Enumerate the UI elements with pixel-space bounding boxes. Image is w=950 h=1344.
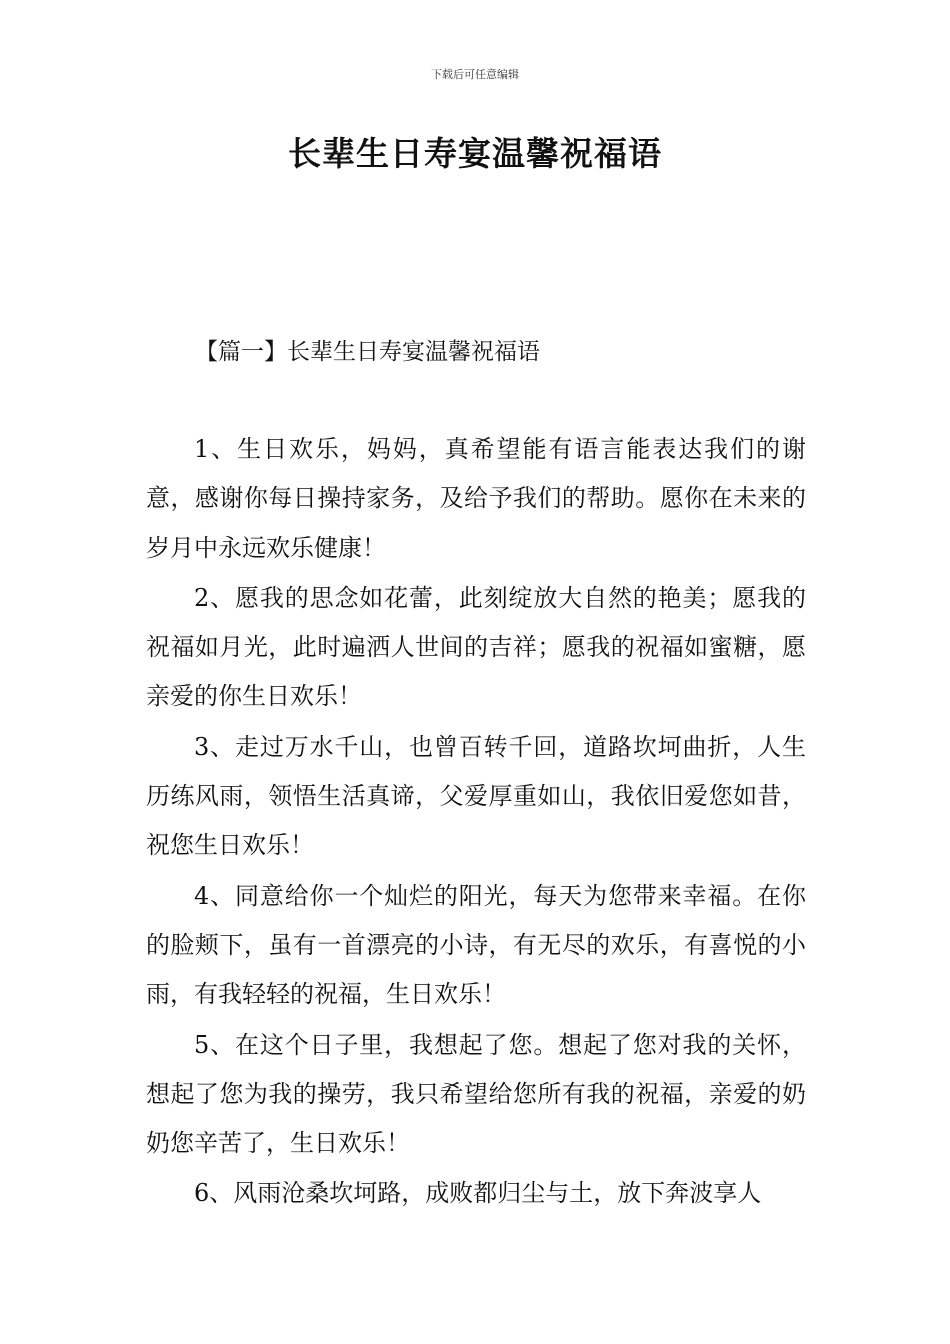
document-body [146,425,806,1220]
paragraph-1: 1、生日欢乐，妈妈，真希望能有语言能表达我们的谢意，感谢你每日操持家务，及给予我们的帮助。愿你在未来的岁月中永远欢乐健康！ [146,435,806,562]
paragraph-3: 3、走过万水千山，也曾百转千回，道路坎坷曲折，人生历练风雨，领悟生活真谛，父爱厚重如山，我依旧爱您如昔，祝您生日欢乐！ [146,732,806,860]
paragraph-2: 2、愿我的思念如花蕾，此刻绽放大自然的艳美；愿我的祝福如月光，此时遍洒人世间的吉祥；愿我的祝福如蜜糖，愿亲爱的你生日欢乐！ [146,583,806,711]
section-heading: 【篇一】长辈生日寿宴温馨祝福语 [195,339,540,365]
paragraph-5: 5、在这个日子里，我想起了您。想起了您对我的关怀，想起了您为我的操劳，我只希望给您所有我的祝福，亲爱的奶奶您辛苦了，生日欢乐！ [146,1030,806,1158]
paragraph-6: 6、风雨沧桑坎坷路，成败都归尘与土，放下奔波享人 [194,1179,762,1208]
document-title: 长辈生日寿宴温馨祝福语 [288,134,662,173]
page-header-note: 下载后可任意编辑 [431,68,519,81]
paragraph-4: 4、同意给你一个灿烂的阳光，每天为您带来幸福。在你的脸颊下，虽有一首漂亮的小诗，有无尽的欢乐，有喜悦的小雨，有我轻轻的祝福，生日欢乐！ [146,881,806,1009]
